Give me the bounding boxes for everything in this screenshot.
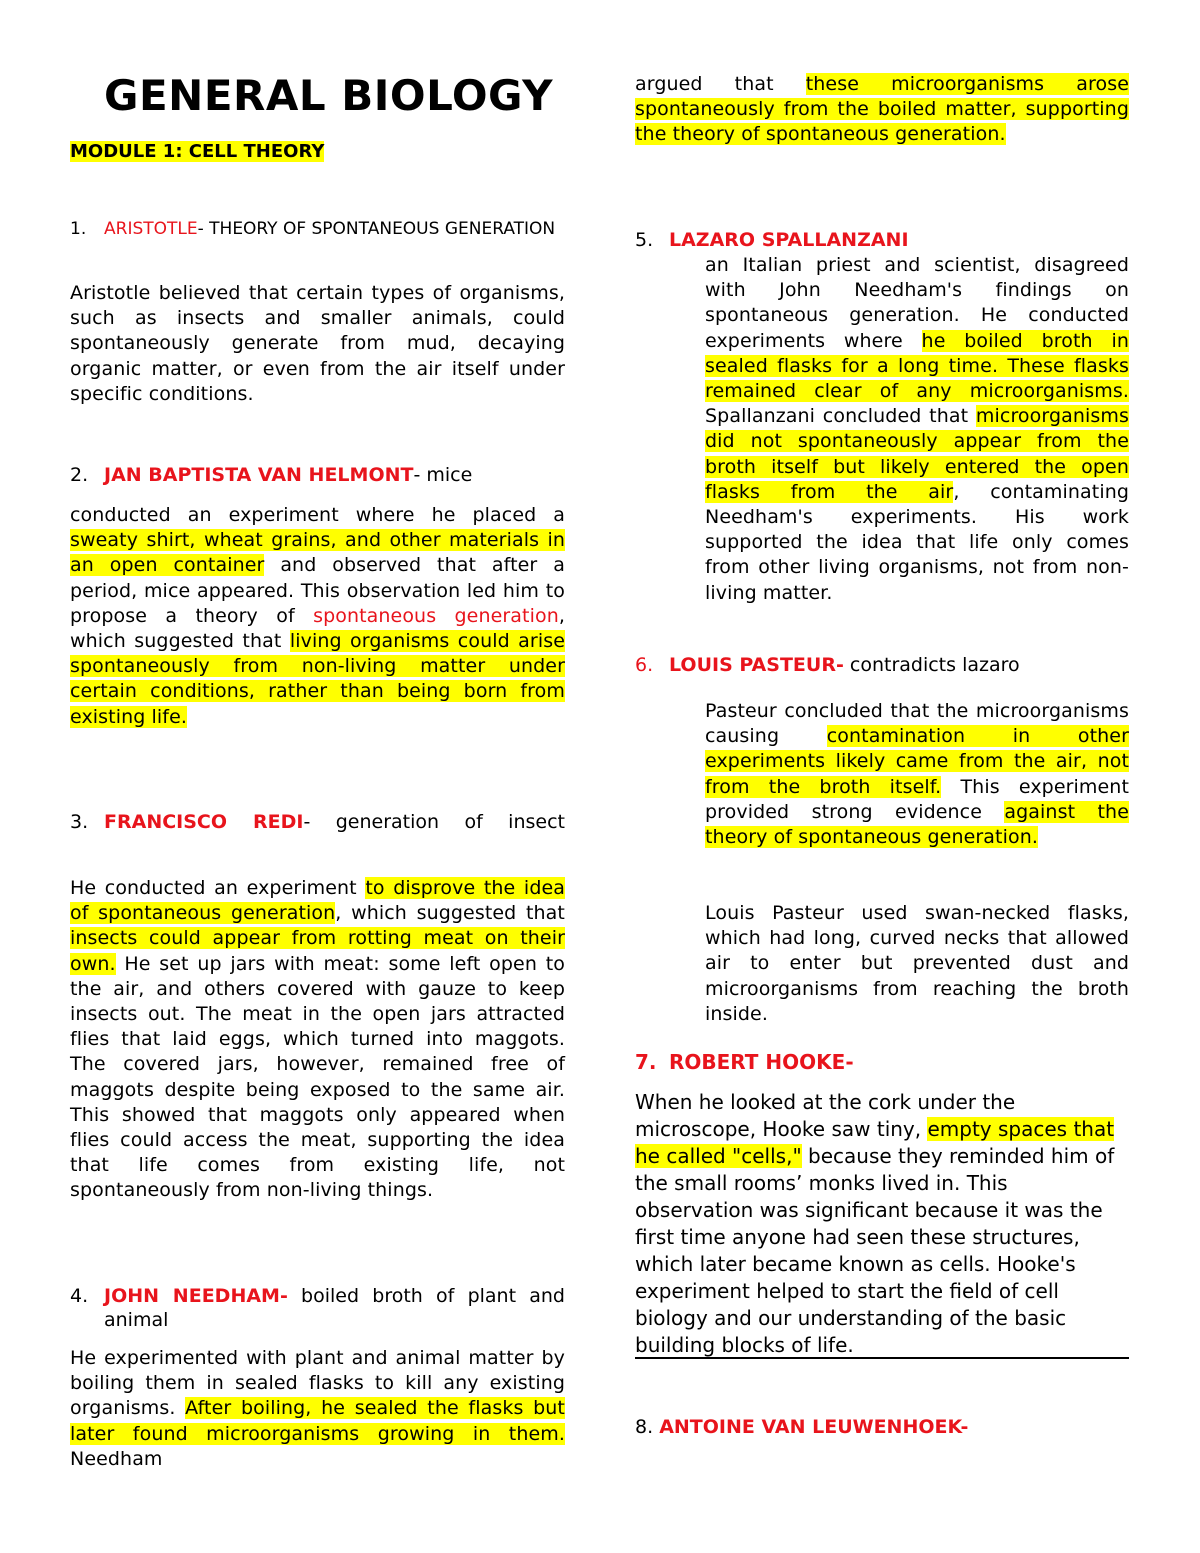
highlighted-text: living organisms could arise spontaneously from non-living matter under certain conditions, rather than being born from existing life. (70, 630, 565, 728)
divider-line (635, 1357, 1129, 1359)
scientist-name: LAZARO SPALLANZANI (669, 229, 909, 251)
text: , which suggested that (335, 902, 565, 925)
hooke-paragraph (635, 1089, 1129, 1359)
aristotle-paragraph: Aristotle believed that certain types of organisms, such as insects and smaller animals, could spontaneously generate from mud, decaying organic matter, or even from the air itself under specific conditions. (70, 282, 565, 405)
highlighted-text: After boiling, he sealed the flasks but later found microorganisms growing in them. (70, 1397, 565, 1445)
section-number: 8. (635, 1416, 654, 1438)
highlighted-text: to disprove the idea of spontaneous generation (70, 877, 566, 925)
highlighted-text: against the theory of spontaneous generation. (705, 800, 1129, 849)
text: because they reminded him of the small rooms’ monks lived in. This observation was significant because it was the first time anyone had seen these structures, which later became known as cells. Hooke's experiment helped to start the field of cell biology and our understanding of the basic building blocks of life. (635, 1144, 1115, 1357)
scientist-name: ARISTOTLE (104, 219, 198, 239)
scientist-name: LOUIS PASTEUR- (669, 654, 844, 676)
scientist-name: ROBERT HOOKE- (669, 1050, 854, 1074)
spallanzani-paragraph (705, 253, 1129, 606)
text: He experimented with plant and animal matter by boiling them in sealed flasks to kill any existing organisms. (70, 1347, 565, 1420)
section-spallanzani-heading (635, 228, 1130, 252)
text: conducted an experiment where he placed a (70, 504, 565, 526)
highlighted-text: microorganisms did not spontaneously appear from the broth itself but likely entered the open flasks from the air (705, 405, 1129, 503)
scientist-name: FRANCISCO REDI (104, 811, 304, 833)
section-topic: - mice (413, 464, 473, 486)
section-topic: - generation of insect (303, 811, 565, 833)
section-number: 1. (70, 219, 87, 239)
needham-paragraph (70, 1346, 565, 1472)
highlighted-text: these microorganisms arose spontaneously from the boiled matter, supporting the theory of spontaneous generation. (635, 73, 1130, 146)
highlighted-text: he boiled broth in sealed flasks for a long time. These flasks remained clear of any microorganisms. (705, 329, 1129, 403)
scientist-name: JAN BAPTISTA VAN HELMONT (104, 464, 414, 486)
text: , contaminating Needham's experiments. His work supported the idea that life only comes from other living organisms, not from non-living matter. (705, 480, 1130, 604)
text: When he looked at the cork under the microscope, Hooke saw tiny, (635, 1090, 1016, 1141)
section-number: 6. (635, 654, 654, 676)
highlighted-text: empty spaces that he called "cells," (635, 1117, 1115, 1168)
scientist-name: JOHN NEEDHAM- (104, 1285, 288, 1307)
pasteur-paragraph (705, 699, 1129, 850)
section-needham-heading (70, 1284, 565, 1332)
section-number: 2. (70, 464, 89, 486)
needham-paragraph-continued (635, 72, 1129, 148)
page-title: GENERAL BIOLOGY (104, 71, 554, 120)
module-heading-text: MODULE 1: CELL THEORY (70, 141, 325, 162)
section-number: 4. (70, 1285, 89, 1307)
section-topic: contradicts lazaro (843, 654, 1020, 676)
section-pasteur-heading (635, 653, 1130, 677)
section-number: 5. (635, 229, 654, 251)
text: argued that (635, 73, 806, 95)
highlighted-text: insects could appear from rotting meat on their own. (70, 927, 565, 975)
text: Needham (70, 1447, 163, 1470)
text: He set up jars with meat: some left open to the air, and others covered with gauze to keep insects out. The meat in the open jars attracted flies that laid eggs, which turned into maggots. The covered jars, however, remained free of maggots despite being exposed to the same air. This showed that maggots only appeared when flies could access the meat, supporting the idea that life comes from existing life, not spontaneously from non-living things. (70, 952, 565, 1202)
section-topic: - THEORY OF SPONTANEOUS GENERATION (197, 219, 556, 239)
van-helmont-paragraph (70, 503, 565, 730)
section-van-helmont-heading (70, 463, 565, 487)
redi-paragraph (70, 876, 565, 1204)
section-number: 3. (70, 811, 89, 833)
highlighted-text: contamination in other experiments likely came from the air, not from the broth itself. (705, 725, 1129, 798)
module-heading (70, 141, 324, 163)
text: Spallanzani concluded that (705, 405, 976, 428)
text: and observed that after a period, mice appeared. This observation led him to propose a theory of (70, 554, 565, 627)
section-number: 7. (635, 1050, 657, 1074)
text: This experiment provided strong evidence (705, 775, 1129, 823)
section-topic: boiled broth of plant and animal (104, 1285, 565, 1331)
text: He conducted an experiment (70, 877, 366, 899)
text: an Italian priest and scientist, disagreed with John Needham's findings on spontaneous generation. He conducted experiments where (705, 254, 1129, 352)
text: Pasteur concluded that the microorganisms causing (705, 700, 1129, 748)
pasteur-swan-neck-paragraph: Louis Pasteur used swan-necked flasks, which had long, curved necks that allowed air to enter but prevented dust and microorganisms from reaching the broth inside. (705, 902, 1129, 1025)
red-text: spontaneous generation (313, 604, 559, 627)
section-aristotle-heading (70, 218, 565, 240)
section-leeuwenhoek-heading (635, 1415, 968, 1439)
text: , which suggested that (70, 604, 565, 653)
scientist-name: ANTOINE VAN LEUWENHOEK- (659, 1416, 969, 1438)
section-hooke-heading (635, 1050, 1130, 1074)
section-redi-heading (70, 810, 565, 834)
highlighted-text: sweaty shirt, wheat grains, and other materials in an open container (70, 529, 565, 577)
